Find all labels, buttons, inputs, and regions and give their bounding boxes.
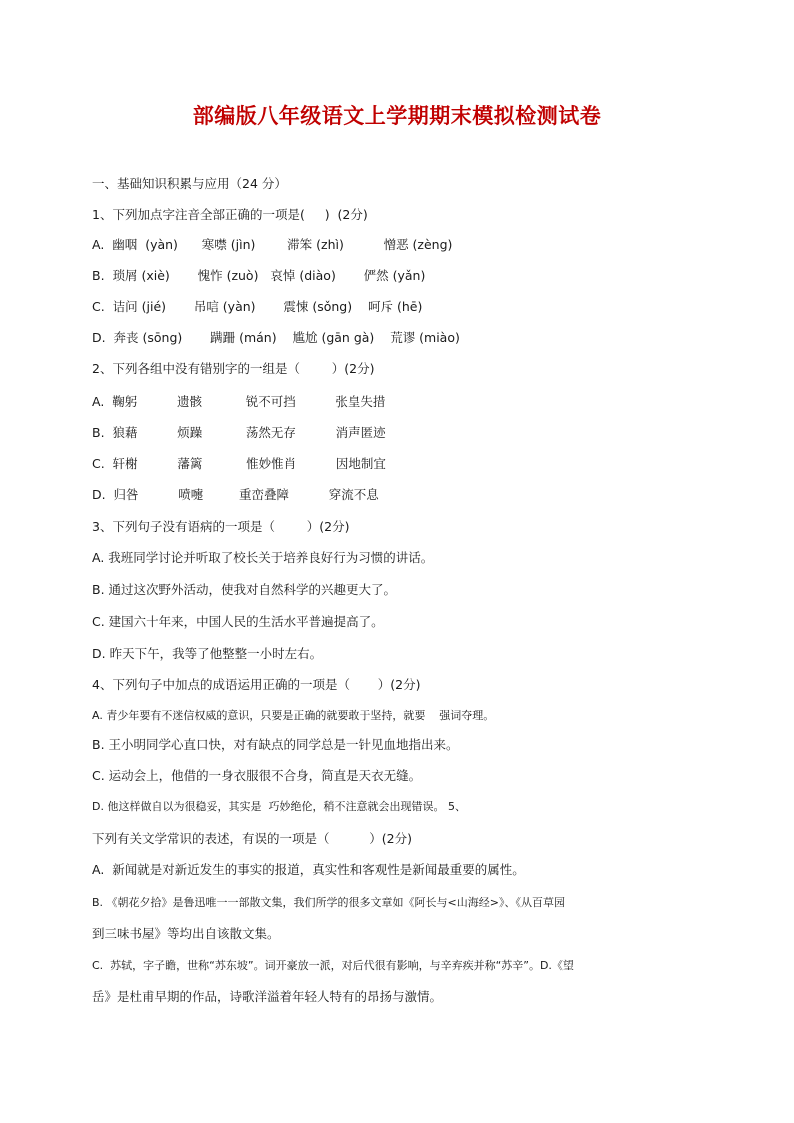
question-1-option-c: C. 诘问 (jié) 吊唁 (yàn) 震悚 (sǒng) 呵斥 (hē) <box>92 299 423 314</box>
question-1-option-a: A. 幽咽 (yàn) 寒噤 (jìn) 滞笨 (zhì) 憎恶 (zèng) <box>92 237 453 252</box>
question-5-option-a: A. 新闻就是对新近发生的事实的报道，真实性和客观性是新闻最重要的属性。 <box>92 862 525 877</box>
question-1-option-b: B. 琐屑 (xiè) 愧怍 (zuò) 哀悼 (diào) 俨然 (yǎn) <box>92 268 426 283</box>
question-5-stem: 下列有关文学常识的表述，有误的一项是（ ）(2分) <box>92 831 412 846</box>
question-1-option-d: D. 奔丧 (sōng) 蹒跚 (mán) 尴尬 (gān gà) 荒谬 (miào) <box>92 330 460 345</box>
question-4-option-b: B. 王小明同学心直口快，对有缺点的同学总是一针见血地指出来。 <box>92 737 459 752</box>
question-3-option-b: B. 通过这次野外活动，使我对自然科学的兴趣更大了。 <box>92 582 397 597</box>
question-5-option-c-d: C. 苏轼，字子瞻，世称“苏东坡”。词开豪放一派，对后代很有影响，与辛弃疾并称“苏辛”。D.《望 <box>92 959 574 972</box>
question-4-option-a: A. 青少年要有不迷信权威的意识，只要是正确的就要敢于坚持，就要 强词夺理。 <box>92 709 495 722</box>
question-3-option-c: C. 建国六十年来，中国人民的生活水平普遍提高了。 <box>92 614 384 629</box>
question-2-option-d: D. 归咎 喷嚏 重峦叠障 穿流不息 <box>92 487 379 502</box>
question-3-option-d: D. 昨天下午，我等了他整整一小时左右。 <box>92 646 323 661</box>
question-3-option-a: A. 我班同学讨论并听取了校长关于培养良好行为习惯的讲话。 <box>92 550 434 565</box>
question-5-option-d-cont: 岳》是杜甫早期的作品，诗歌洋溢着年轻人特有的昂扬与激情。 <box>92 989 443 1004</box>
question-1-stem: 1、下列加点字注音全部正确的一项是( ) (2分) <box>92 207 368 222</box>
question-3-stem: 3、下列句子没有语病的一项是（ ）(2分) <box>92 519 350 534</box>
question-4-stem: 4、下列句子中加点的成语运用正确的一项是（ ）(2分) <box>92 677 421 692</box>
question-4-option-c: C. 运动会上，他借的一身衣服很不合身，简直是天衣无缝。 <box>92 768 422 783</box>
question-5-option-b-cont: 到三味书屋》等均出自该散文集。 <box>92 926 280 941</box>
question-4-option-d: D. 他这样做自以为很稳妥，其实是 巧妙绝伦，稍不注意就会出现错误。 5、 <box>92 800 466 813</box>
question-2-option-a: A. 鞠躬 遗骸 锐不可挡 张皇失措 <box>92 394 386 409</box>
question-2-option-c: C. 轩榭 藩篱 惟妙惟肖 因地制宜 <box>92 456 386 471</box>
question-5-option-b: B. 《朝花夕拾》是鲁迅唯一一部散文集，我们所学的很多文章如《阿长与<山海经>》、《从百草园 <box>92 896 565 909</box>
question-2-option-b: B. 狼藉 烦躁 荡然无存 消声匿迹 <box>92 425 386 440</box>
exam-title: 部编版八年级语文上学期期末模拟检测试卷 <box>192 103 602 128</box>
section-heading: 一、基础知识积累与应用（24 分） <box>92 176 287 191</box>
question-2-stem: 2、下列各组中没有错别字的一组是（ ）(2分) <box>92 361 375 376</box>
